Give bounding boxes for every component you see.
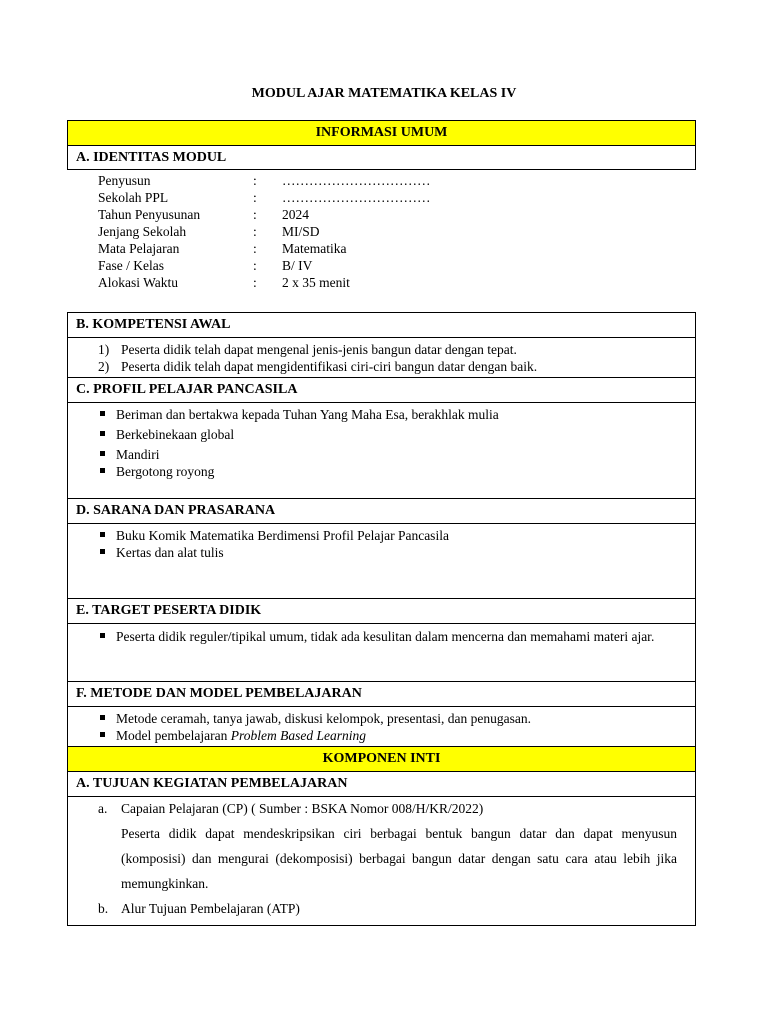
profil-section <box>67 377 696 499</box>
target-section <box>67 598 696 682</box>
komponen-inti-heading: KOMPONEN INTI <box>68 747 695 771</box>
sarana-item: Buku Komik Matematika Berdimensi Profil Pelajar Pancasila <box>98 527 675 544</box>
identitas-heading: A. IDENTITAS MODUL <box>76 150 227 165</box>
profil-item: Beriman dan bertakwa kepada Tuhan Yang Maha Esa, berakhlak mulia <box>98 406 675 423</box>
sarana-heading: D. SARANA DAN PRASARANA <box>76 503 276 518</box>
profil-item: Berkebinekaan global <box>98 426 675 443</box>
profil-heading: C. PROFIL PELAJAR PANCASILA <box>76 382 298 397</box>
tujuan-heading: A. TUJUAN KEGIATAN PEMBELAJARAN <box>76 776 348 791</box>
page-title: MODUL AJAR MATEMATIKA KELAS IV <box>251 86 517 101</box>
profil-item: Bergotong royong <box>98 463 675 480</box>
cp-paragraph: Peserta didik dapat mendeskripsikan ciri berbagai bentuk bangun datar dan dapat menyusun (komposisi) dan mengurai (dekomposisi) berbagai bangun datar dengan satu cara atau lebih jika memungkinkan. <box>121 826 677 891</box>
metode-item: Model pembelajaran Problem Based Learning <box>98 727 675 744</box>
informasi-umum-heading: INFORMASI UMUM <box>68 121 695 145</box>
metode-section <box>67 681 696 747</box>
kompetensi-section: B. KOMPETENSI AWAL 1) Peserta didik telah dapat mengenal jenis-jenis bangun datar dengan tepat. 2) Peserta didik telah dapat mengidentifikasi ciri-ciri bangun datar dengan baik. <box>67 312 696 378</box>
metode-item: Metode ceramah, tanya jawab, diskusi kelompok, presentasi, dan penugasan. <box>98 710 675 727</box>
komponen-inti-section: KOMPONEN INTI A. TUJUAN KEGIATAN PEMBELAJARAN a. Capaian Pelajaran (CP) ( Sumber : BSKA Nomor 008/H/KR/2022) Peserta didik dapat mendeskripsikan ciri berbagai bentuk bangun datar dan dapat menyusun (komposisi) dan mengurai (dekomposisi) berbagai bangun datar dengan satu cara atau lebih jika memungkinkan. b. Alur Tujuan Pembelajaran (ATP) <box>67 746 696 926</box>
metode-heading: F. METODE DAN MODEL PEMBELAJARAN <box>76 686 362 701</box>
target-heading: E. TARGET PESERTA DIDIK <box>76 603 262 618</box>
profil-item: Mandiri <box>98 446 675 463</box>
kompetensi-heading: B. KOMPETENSI AWAL <box>76 317 231 332</box>
sarana-section <box>67 498 696 599</box>
informasi-umum-section <box>67 120 696 170</box>
sarana-item: Kertas dan alat tulis <box>98 544 675 561</box>
target-item: Peserta didik reguler/tipikal umum, tidak ada kesulitan dalam mencerna dan memahami materi ajar. <box>98 628 675 645</box>
